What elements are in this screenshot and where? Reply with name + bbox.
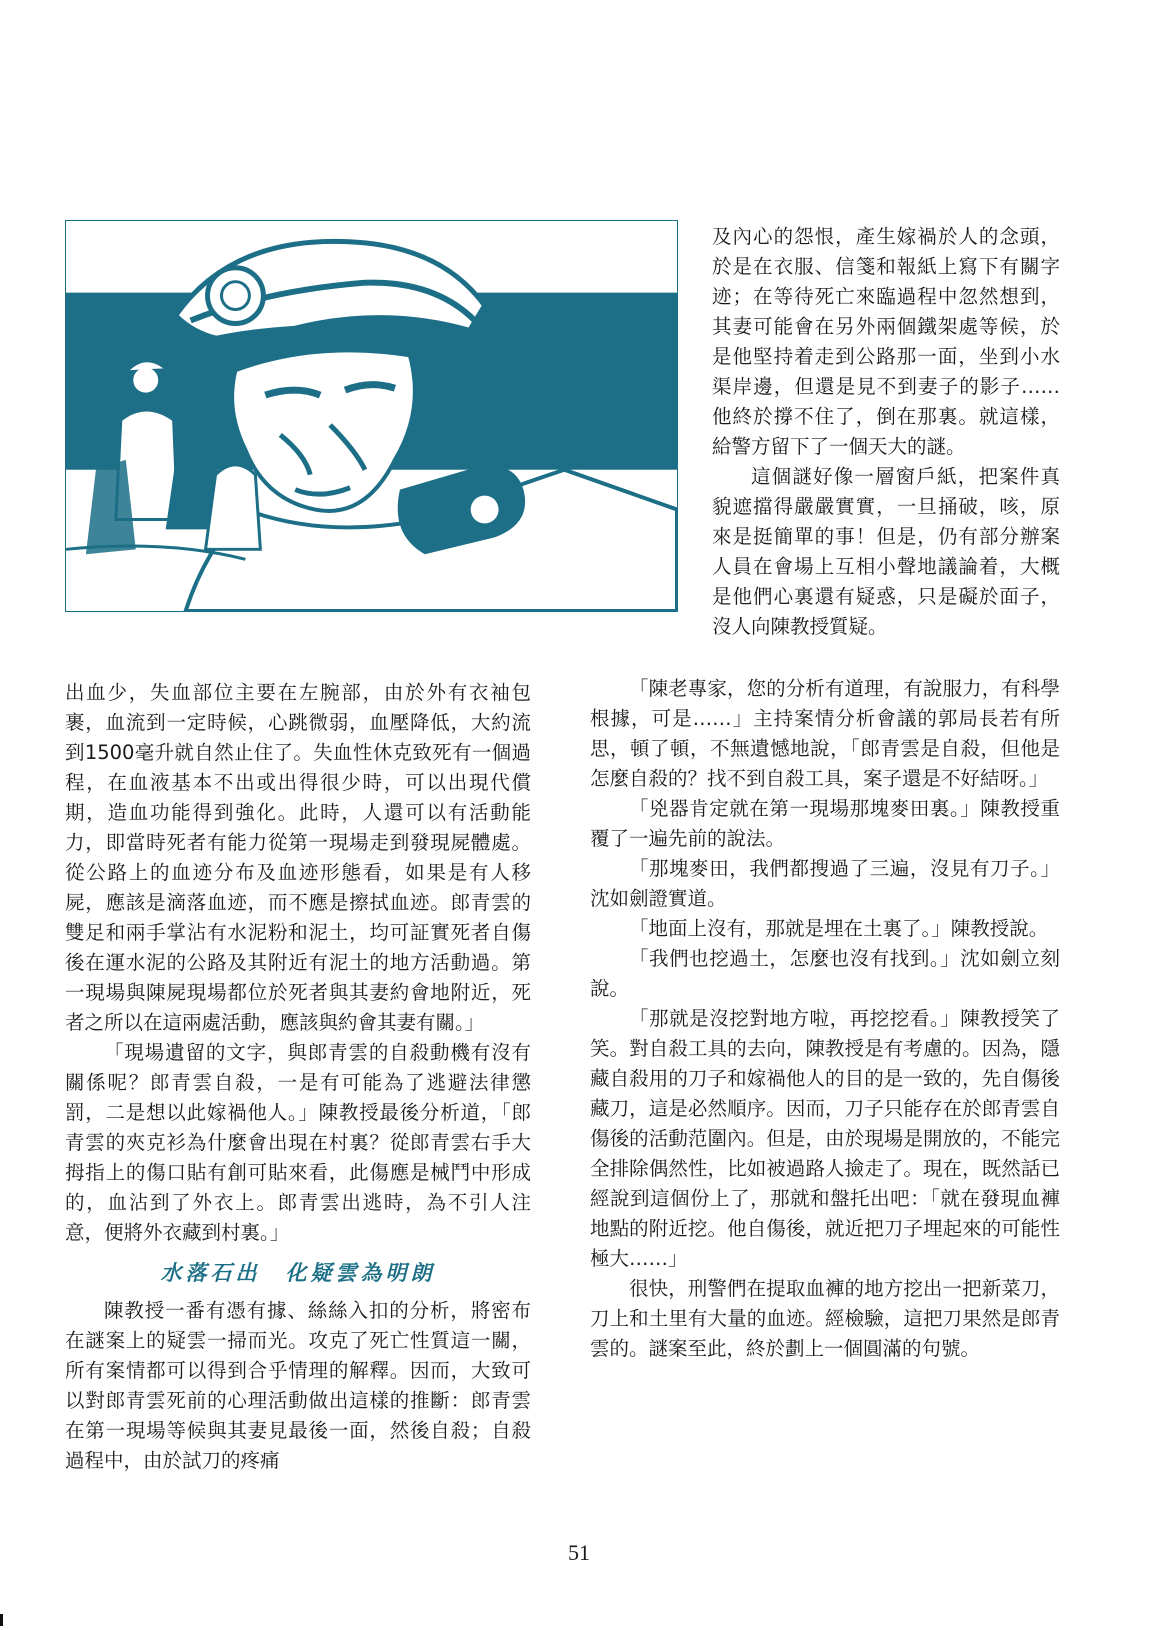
paragraph: 「我們也挖過土，怎麼也沒有找到。」沈如劍立刻說。 <box>590 947 1060 1000</box>
paragraph: 這個謎好像一層窗戶紙，把案件真貌遮擋得嚴嚴實實，一旦捅破，咳，原來是挺簡單的事！但是，仍有部分辦案人員在會場上互相小聲地議論着，大概是他們心裏還有疑惑，只是礙於面子，沒人向陳教授質疑。 <box>712 465 1060 638</box>
right-column-upper <box>712 222 1060 642</box>
paragraph: 「那就是沒挖對地方啦，再挖挖看。」陳教授笑了笑。對自殺工具的去向，陳教授是有考慮的。因為，隱藏自殺用的刀子和嫁禍他人的目的是一致的，先自傷後藏刀，這是必然順序。因而，刀子只能存在於郎青雲自傷後的活動范圍內。但是，由於現場是開放的，不能完全排除偶然性，比如被過路人撿走了。現在，既然話已經說到這個份上了，那就和盤托出吧：「就在發現血褲地點的附近挖。他自傷後，就近把刀子埋起來的可能性極大……」 <box>590 1007 1060 1270</box>
paragraph: 陳教授一番有憑有據、絲絲入扣的分析，將密布在謎案上的疑雲一掃而光。攻克了死亡性質這一關，所有案情都可以得到合乎情理的解釋。因而，大致可以對郎青雲死前的心理活動做出這樣的推斷：郎青雲在第一現場等候與其妻見最後一面，然後自殺；自殺過程中，由於試刀的疼痛 <box>65 1299 531 1472</box>
paragraph: 「現場遺留的文字，與郎青雲的自殺動機有沒有關係呢？郎青雲自殺，一是有可能為了逃避法律懲罰，二是想以此嫁禍他人。」陳教授最後分析道，「郎青雲的夾克衫為什麼會出現在村裏？從郎青雲右手大拇指上的傷口貼有創可貼來看，此傷應是械鬥中形成的，血沾到了外衣上。郎青雲出逃時，為不引人注意，便將外衣藏到村裏。」 <box>65 1041 531 1244</box>
police-officer-illustration-icon <box>66 221 677 611</box>
paragraph: 「那塊麥田，我們都搜過了三遍，沒見有刀子。」沈如劍證實道。 <box>590 857 1060 910</box>
left-column <box>65 678 531 1476</box>
paragraph: 出血少，失血部位主要在左腕部，由於外有衣袖包裹，血流到一定時候，心跳微弱，血壓降低，大約流到1500毫升就自然止住了。失血性休克致死有一個過程，在血液基本不出或出得很少時，可以出現代償期，造血功能得到強化。此時，人還可以有活動能力，即當時死者有能力從第一現場走到發現屍體處。從公路上的血迹分布及血迹形態看，如果是有人移屍，應該是滴落血迹，而不應是擦拭血迹。郎青雲的雙足和兩手掌沾有水泥粉和泥土，均可証實死者自傷後在運水泥的公路及其附近有泥土的地方活動過。第一現場與陳屍現場都位於死者與其妻約會地附近，死者之所以在這兩處活動，應該與約會其妻有關。」 <box>65 681 531 1034</box>
page-number: 51 <box>568 1540 590 1565</box>
paragraph: 「地面上沒有，那就是埋在土裏了。」陳教授說。 <box>629 917 1049 940</box>
illustration-frame <box>65 220 678 612</box>
section-heading: 水落石出 化疑雲為明朗 <box>160 1260 436 1285</box>
paragraph: 很快，刑警們在提取血褲的地方挖出一把新菜刀，刀上和土里有大量的血迹。經檢驗，這把刀果然是郎青雲的。謎案至此，終於劃上一個圓滿的句號。 <box>590 1277 1060 1360</box>
right-column-lower <box>590 674 1060 1364</box>
paragraph: 及內心的怨恨，產生嫁禍於人的念頭，於是在衣服、信箋和報紙上寫下有關字迹；在等待死亡來臨過程中忽然想到，其妻可能會在另外兩個鐵架處等候，於是他堅持着走到公路那一面，坐到小水渠岸邊，但還是見不到妻子的影子……他終於撐不住了，倒在那裏。就這樣，給警方留下了一個天大的謎。 <box>712 225 1060 458</box>
paragraph: 「陳老專家，您的分析有道理，有說服力，有科學根據，可是……」主持案情分析會議的郭局長若有所思，頓了頓，不無遺憾地說，「郎青雲是自殺，但他是怎麼自殺的？找不到自殺工具，案子還是不好結呀。」 <box>590 677 1060 790</box>
scan-mark <box>0 1614 3 1626</box>
paragraph: 「兇器肯定就在第一現場那塊麥田裏。」陳教授重覆了一遍先前的說法。 <box>590 797 1060 850</box>
